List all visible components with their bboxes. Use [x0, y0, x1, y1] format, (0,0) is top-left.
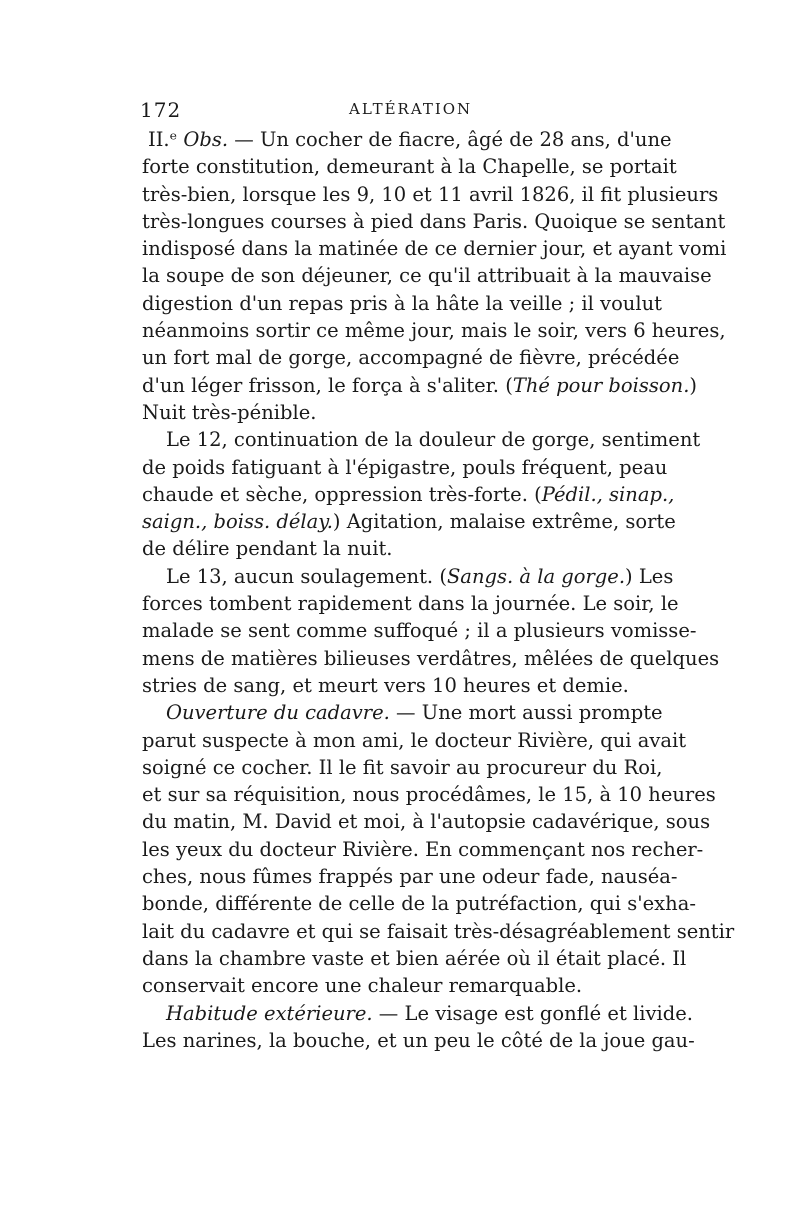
text-line: du matin, M. David et moi, à l'autopsie cadavérique, sous	[142, 810, 711, 834]
text-line: forces tombent rapidement dans la journée. Le soir, le	[142, 592, 679, 616]
running-head: ALTÉRATION	[349, 100, 473, 118]
text-line: digestion d'un repas pris à la hâte la veille ; il voulut	[142, 291, 662, 315]
text-line: très-bien, lorsque les 9, 10 et 11 avril 1826, il fit plusieurs	[142, 182, 719, 206]
text-line: Le 12, continuation de la douleur de gorge, sentiment	[166, 428, 701, 452]
page-number: 172	[140, 98, 182, 122]
text-line: Le 13, aucun soulagement. (Sangs. à la gorge.) Les	[166, 564, 674, 588]
text-line: ches, nous fûmes frappés par une odeur fade, nauséa-	[142, 865, 678, 889]
text-line: forte constitution, demeurant à la Chapelle, se portait	[142, 155, 677, 179]
body-text	[142, 126, 735, 1054]
text-line: indisposé dans la matinée de ce dernier jour, et ayant vomi	[142, 237, 727, 261]
text-line: malade se sent comme suffoqué ; il a plusieurs vomisse-	[142, 619, 697, 643]
text-line: conservait encore une chaleur remarquable.	[142, 974, 583, 998]
text-line: bonde, différente de celle de la putréfaction, qui s'exha-	[142, 892, 696, 916]
text-line: parut suspecte à mon ami, le docteur Rivière, qui avait	[142, 728, 687, 752]
text-line: de délire pendant la nuit.	[142, 537, 393, 561]
text-line: II.ᵉ Obs. — Un cocher de fiacre, âgé de 28 ans, d'une	[148, 128, 672, 151]
text-line: saign., boiss. délay.) Agitation, malaise extrême, sorte	[142, 510, 676, 534]
text-line: la soupe de son déjeuner, ce qu'il attribuait à la mauvaise	[142, 264, 712, 288]
text-line: mens de matières bilieuses verdâtres, mêlées de quelques	[142, 646, 720, 670]
text-line: d'un léger frisson, le força à s'aliter. (Thé pour boisson.)	[142, 373, 698, 397]
page-header	[140, 98, 658, 124]
text-line: Habitude extérieure. — Le visage est gonflé et livide.	[166, 1001, 693, 1025]
text-line: les yeux du docteur Rivière. En commençant nos recher-	[142, 837, 704, 861]
text-line: néanmoins sortir ce même jour, mais le soir, vers 6 heures,	[142, 319, 726, 343]
text-line: Les narines, la bouche, et un peu le côté de la joue gau-	[142, 1028, 695, 1052]
text-line: Nuit très-pénible.	[142, 400, 317, 424]
text-line: et sur sa réquisition, nous procédâmes, le 15, à 10 heures	[142, 783, 716, 807]
text-line: dans la chambre vaste et bien aérée où il était placé. Il	[142, 946, 687, 970]
text-line: un fort mal de gorge, accompagné de fièvre, précédée	[142, 346, 680, 370]
text-line: très-longues courses à pied dans Paris. Quoique se sentant	[142, 209, 726, 233]
text-line: soigné ce cocher. Il le fit savoir au procureur du Roi,	[142, 755, 663, 779]
text-line: lait du cadavre et qui se faisait très-désagréablement sentir	[142, 919, 735, 943]
text-line: stries de sang, et meurt vers 10 heures et demie.	[142, 673, 629, 697]
text-line: chaude et sèche, oppression très-forte. (Pédil., sinap.,	[142, 482, 675, 506]
text-line: Ouverture du cadavre. — Une mort aussi prompte	[166, 701, 663, 725]
text-line: de poids fatiguant à l'épigastre, pouls fréquent, peau	[142, 455, 668, 479]
